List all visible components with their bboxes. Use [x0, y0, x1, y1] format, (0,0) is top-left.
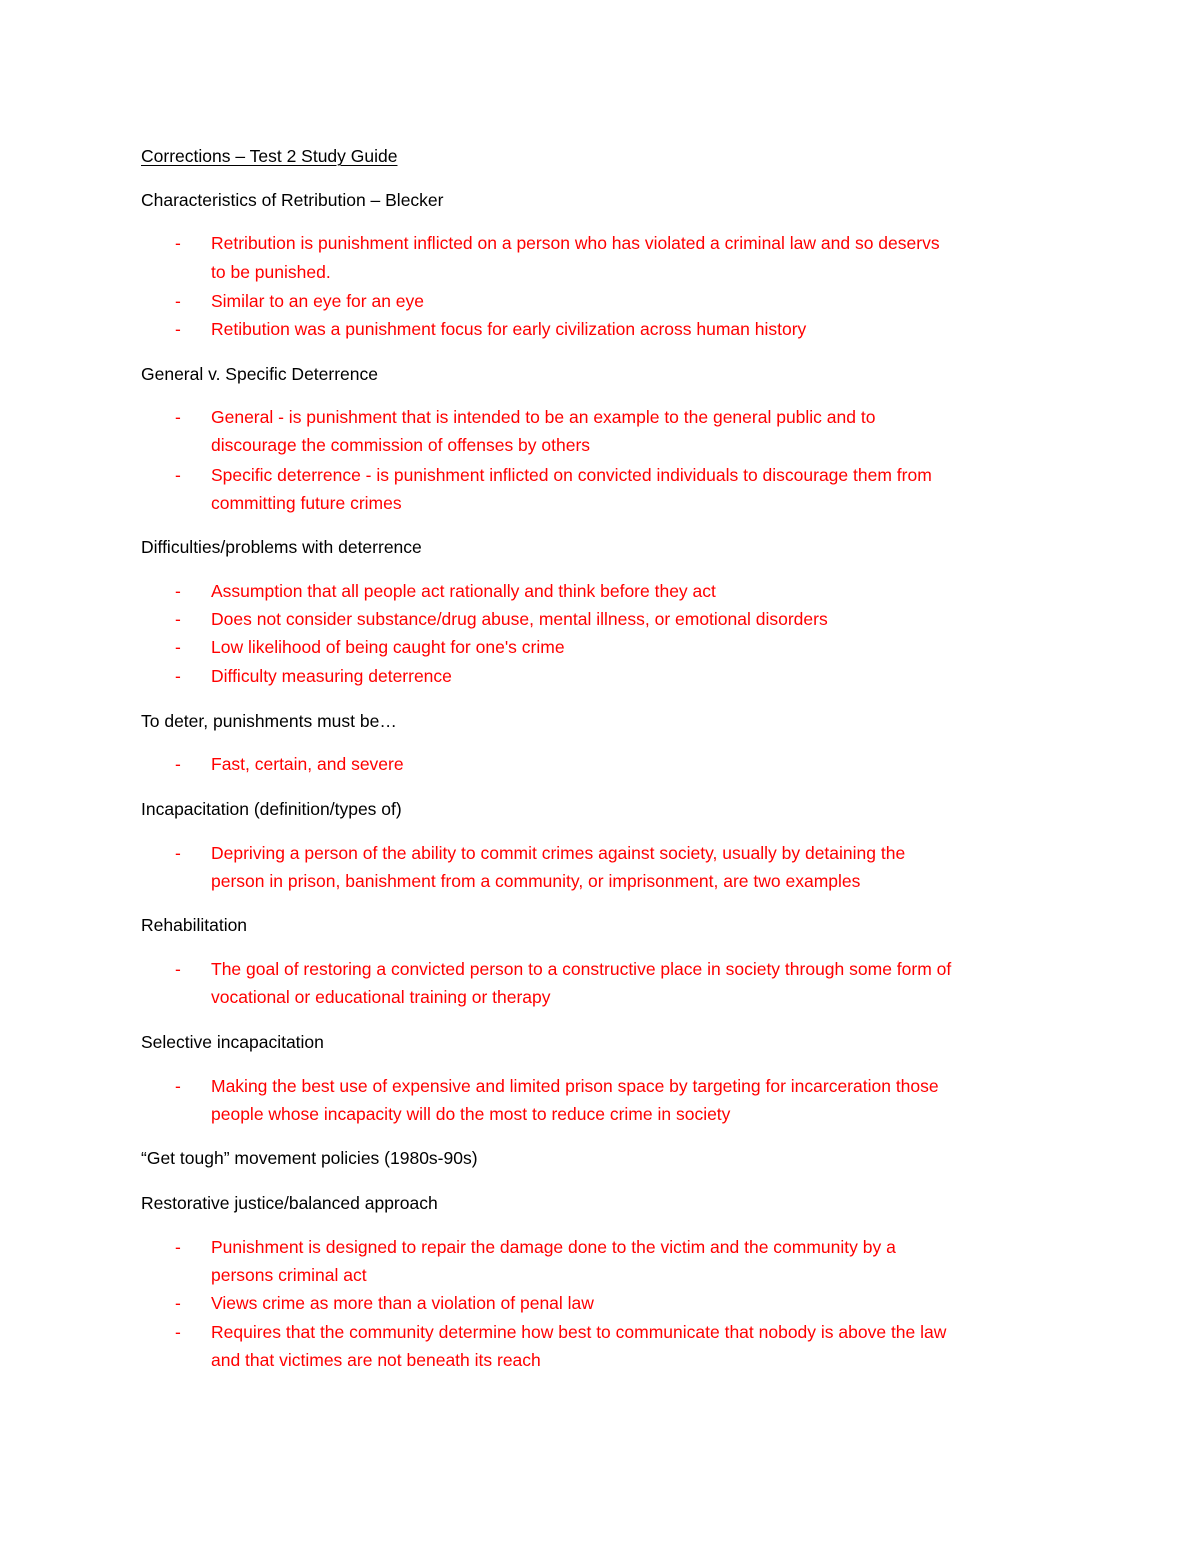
bullet-text: Depriving a person of the ability to commit crimes against society, usually by detaining the: [211, 843, 906, 863]
bullet-text: to be punished.: [211, 262, 331, 282]
bullet-text: committing future crimes: [211, 493, 402, 513]
bullet-marker: -: [175, 1322, 181, 1342]
section-heading: “Get tough” movement policies (1980s-90s): [141, 1148, 478, 1168]
section-heading: Incapacitation (definition/types of): [141, 799, 402, 819]
bullet-text: persons criminal act: [211, 1265, 367, 1285]
bullet-text: Making the best use of expensive and limited prison space by targeting for incarceration those: [211, 1076, 939, 1096]
bullet-marker: -: [175, 291, 181, 311]
bullet-text: General - is punishment that is intended to be an example to the general public and to: [211, 407, 876, 427]
bullet-marker: -: [175, 637, 181, 657]
bullet-text: discourage the commission of offenses by others: [211, 435, 591, 455]
bullet-marker: -: [175, 843, 181, 863]
bullet-text: Low likelihood of being caught for one's crime: [211, 637, 565, 657]
bullet-text: Requires that the community determine how best to communicate that nobody is above the law: [211, 1322, 947, 1342]
bullet-marker: -: [175, 581, 181, 601]
section-heading: Restorative justice/balanced approach: [141, 1193, 438, 1213]
bullet-text: The goal of restoring a convicted person to a constructive place in society through some form of: [211, 959, 952, 979]
bullet-marker: -: [175, 754, 181, 774]
bullet-text: Retribution is punishment inflicted on a person who has violated a criminal law and so deservs: [211, 233, 940, 253]
bullet-text: Retibution was a punishment focus for early civilization across human history: [211, 319, 807, 339]
bullet-text: people whose incapacity will do the most to reduce crime in society: [211, 1104, 731, 1124]
section-heading: Difficulties/problems with deterrence: [141, 537, 422, 557]
bullet-marker: -: [175, 1237, 181, 1257]
bullet-text: Specific deterrence - is punishment inflicted on convicted individuals to discourage them from: [211, 465, 932, 485]
bullet-text: Views crime as more than a violation of penal law: [211, 1293, 594, 1313]
section-heading: Selective incapacitation: [141, 1032, 324, 1052]
bullet-text: Similar to an eye for an eye: [211, 291, 425, 311]
bullet-text: and that victimes are not beneath its reach: [211, 1350, 541, 1370]
bullet-marker: -: [175, 959, 181, 979]
bullet-text: person in prison, banishment from a community, or imprisonment, are two examples: [211, 871, 861, 891]
bullet-text: Assumption that all people act rationally and think before they act: [211, 581, 716, 601]
bullet-marker: -: [175, 1293, 181, 1313]
bullet-text: Fast, certain, and severe: [211, 754, 404, 774]
section-heading: General v. Specific Deterrence: [141, 364, 379, 384]
bullet-marker: -: [175, 609, 181, 629]
bullet-marker: -: [175, 407, 181, 427]
section-heading: Rehabilitation: [141, 915, 248, 935]
section-heading: To deter, punishments must be…: [141, 711, 397, 731]
section-heading: Characteristics of Retribution – Blecker: [141, 190, 444, 210]
document-title: Corrections – Test 2 Study Guide: [141, 146, 398, 166]
bullet-marker: -: [175, 666, 181, 686]
bullet-text: Difficulty measuring deterrence: [211, 666, 452, 686]
bullet-marker: -: [175, 233, 181, 253]
bullet-marker: -: [175, 465, 181, 485]
bullet-marker: -: [175, 319, 181, 339]
bullet-marker: -: [175, 1076, 181, 1096]
bullet-text: Does not consider substance/drug abuse, mental illness, or emotional disorders: [211, 609, 828, 629]
bullet-text: Punishment is designed to repair the damage done to the victim and the community by a: [211, 1237, 896, 1257]
bullet-text: vocational or educational training or therapy: [211, 987, 551, 1007]
